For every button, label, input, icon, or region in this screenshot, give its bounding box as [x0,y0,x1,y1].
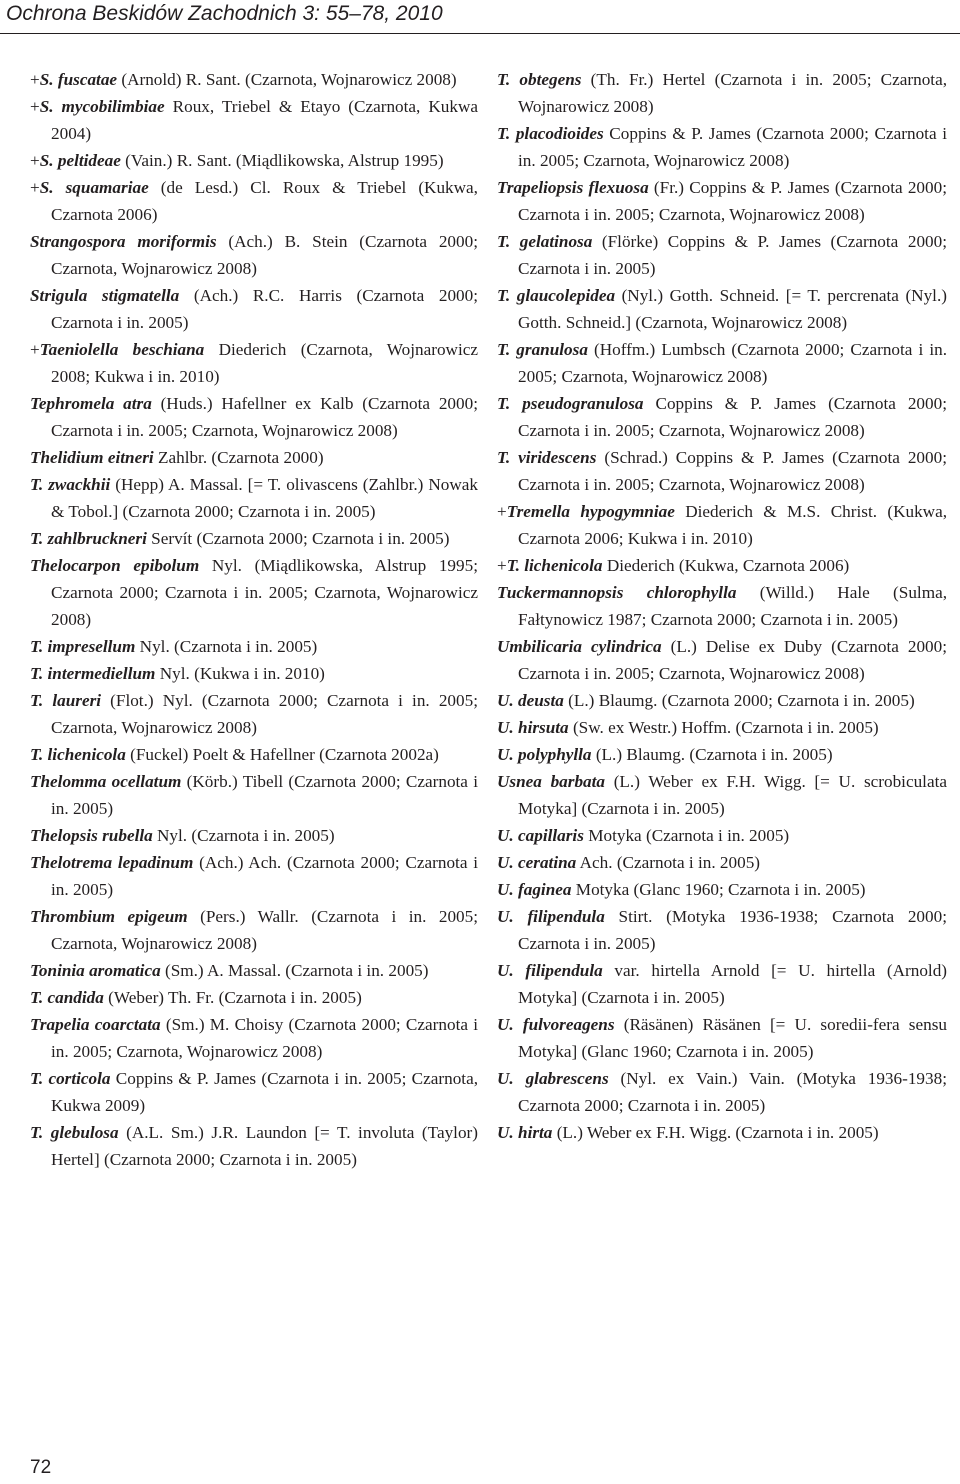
species-authority-and-sources: (Willd.) Hale (Sulma, Fałtynowicz 1987; Czarnota 2000; Czarnota i in. 2005) [518,583,947,629]
species-authority-and-sources: (Sw. ex Westr.) Hoffm. (Czarnota i in. 2005) [568,718,879,737]
species-name: Tephromela atra [30,394,152,413]
species-name: U. hirsuta [497,718,569,737]
species-name: T. corticola [30,1069,111,1088]
species-authority-and-sources: Stirt. (Motyka 1936-1938; Czarnota 2000; Czarnota i in. 2005) [518,907,947,953]
species-name: Thelopsis rubella [30,826,153,845]
species-entry [30,525,478,552]
species-authority-and-sources: Zahlbr. (Czarnota 2000) [153,448,324,467]
species-authority-and-sources: Diederich (Czarnota, Wojnarowicz 2008; Kukwa i in. 2010) [51,340,478,386]
species-authority-and-sources: (L.) Blaumg. (Czarnota 2000; Czarnota i in. 2005) [563,691,915,710]
species-entry [497,741,947,768]
species-name: Toninia aromatica [30,961,161,980]
species-entry [30,471,478,525]
species-name: U. ceratina [497,853,577,872]
species-name: T. zwackhii [30,475,111,494]
species-entry [30,822,478,849]
species-name: T. zahlbruckneri [30,529,147,548]
species-authority-and-sources: Coppins & P. James (Czarnota 2000; Czarnota i in. 2005; Czarnota, Wojnarowicz 2008) [518,394,947,440]
species-entry [30,660,478,687]
species-authority-and-sources: (Ach.) B. Stein (Czarnota 2000; Czarnota, Wojnarowicz 2008) [51,232,478,278]
right-column [497,66,947,1146]
species-name: T. lichenicola [30,745,126,764]
species-entry [30,228,478,282]
species-entry [497,849,947,876]
species-entry [497,174,947,228]
species-name: Thelidium eitneri [30,448,154,467]
species-name: T. pseudogranulosa [497,394,644,413]
species-entry [30,1119,478,1173]
species-authority-and-sources: (Huds.) Hafellner ex Kalb (Czarnota 2000; Czarnota i in. 2005; Czarnota, Wojnarowicz 2008) [51,394,478,440]
journal-citation: Ochrona Beskidów Zachodnich 3: 55–78, 2010 [6,2,443,25]
species-name: Usnea barbata [497,772,606,791]
lichenicolous-marker: + [497,502,507,521]
species-entry [497,498,947,552]
species-entry [30,282,478,336]
species-authority-and-sources: var. hirtella Arnold [= U. hirtella (Arnold) Motyka] (Czarnota i in. 2005) [518,961,948,1007]
species-entry [497,390,947,444]
species-entry [497,336,947,390]
species-authority-and-sources: Nyl. (Czarnota i in. 2005) [152,826,335,845]
page-number: 72 [30,1457,52,1478]
species-entry [497,957,947,1011]
species-name: T. lichenicola [506,556,603,575]
species-name: T. glebulosa [30,1123,119,1142]
species-authority-and-sources: (Räsänen) Räsänen [= U. soredii-fera sensu Motyka] (Glanc 1960; Czarnota i in. 2005) [518,1015,947,1061]
species-name: T. laureri [30,691,102,710]
species-name: Thelocarpon epibolum [30,556,200,575]
species-name: S. squamariae [39,178,149,197]
species-name: U. capillaris [497,826,584,845]
running-header [0,0,960,36]
species-entry [497,687,947,714]
species-authority-and-sources: (Nyl. ex Vain.) Vain. (Motyka 1936-1938; Czarnota 2000; Czarnota i in. 2005) [518,1069,947,1115]
species-name: Tremella hypogymniae [506,502,675,521]
species-name: U. hirta [497,1123,553,1142]
species-authority-and-sources: Motyka (Czarnota i in. 2005) [583,826,790,845]
species-name: S. mycobilimbiae [39,97,165,116]
species-entry [30,1065,478,1119]
species-name: Tuckermannopsis chlorophylla [497,583,737,602]
species-entry [497,66,947,120]
species-entry [30,903,478,957]
species-authority-and-sources: (Weber) Th. Fr. (Czarnota i in. 2005) [103,988,362,1007]
species-entry [30,984,478,1011]
species-authority-and-sources: (Pers.) Wallr. (Czarnota i in. 2005; Czarnota, Wojnarowicz 2008) [51,907,478,953]
species-authority-and-sources: (Hoffm.) Lumbsch (Czarnota 2000; Czarnota i in. 2005; Czarnota, Wojnarowicz 2008) [518,340,947,386]
species-entry [497,1065,947,1119]
species-authority-and-sources: (Ach.) R.C. Harris (Czarnota 2000; Czarnota i in. 2005) [51,286,478,332]
species-authority-and-sources: (Th. Fr.) Hertel (Czarnota i in. 2005; Czarnota, Wojnarowicz 2008) [518,70,947,116]
species-name: T. viridescens [497,448,597,467]
species-authority-and-sources: (L.) Weber ex F.H. Wigg. (Czarnota i in. 2005) [552,1123,879,1142]
lichenicolous-marker: + [30,70,40,89]
species-authority-and-sources: Nyl. (Czarnota i in. 2005) [135,637,318,656]
species-authority-and-sources: (Flörke) Coppins & P. James (Czarnota 2000; Czarnota i in. 2005) [518,232,948,278]
species-entry [497,822,947,849]
species-authority-and-sources: (Arnold) R. Sant. (Czarnota, Wojnarowicz 2008) [117,70,457,89]
species-entry [30,1011,478,1065]
species-entry [30,66,478,93]
species-authority-and-sources: (Sm.) M. Choisy (Czarnota 2000; Czarnota i in. 2005; Czarnota, Wojnarowicz 2008) [51,1015,478,1061]
species-name: U. filipendula [497,961,603,980]
species-entry [497,579,947,633]
species-authority-and-sources: Roux, Triebel & Etayo (Czarnota, Kukwa 2004) [51,97,478,143]
species-name: T. intermediellum [30,664,156,683]
species-authority-and-sources: (Fuckel) Poelt & Hafellner (Czarnota 2002a) [125,745,439,764]
species-authority-and-sources: Servít (Czarnota 2000; Czarnota i in. 2005) [146,529,450,548]
species-authority-and-sources: (Körb.) Tibell (Czarnota 2000; Czarnota i in. 2005) [51,772,478,818]
species-entry [30,849,478,903]
species-name: Taeniolella beschiana [39,340,205,359]
species-entry [497,903,947,957]
species-name: Strigula stigmatella [30,286,180,305]
species-authority-and-sources: (Flot.) Nyl. (Czarnota 2000; Czarnota i in. 2005; Czarnota, Wojnarowicz 2008) [51,691,478,737]
species-name: U. filipendula [497,907,605,926]
species-entry [30,336,478,390]
species-entry [497,120,947,174]
species-authority-and-sources: Nyl. (Miądlikowska, Alstrup 1995; Czarnota 2000; Czarnota i in. 2005; Czarnota, Wojnarowicz 2008) [51,556,478,629]
species-entry [30,768,478,822]
species-name: T. obtegens [497,70,582,89]
species-name: U. deusta [497,691,564,710]
species-name: Thelomma ocellatum [30,772,182,791]
lichenicolous-marker: + [30,151,40,170]
species-entry [497,552,947,579]
species-name: Thelotrema lepadinum [30,853,194,872]
species-authority-and-sources: (L.) Blaumg. (Czarnota i in. 2005) [591,745,833,764]
species-authority-and-sources: (Schrad.) Coppins & P. James (Czarnota 2000; Czarnota i in. 2005; Czarnota, Wojnarowicz 2008) [518,448,947,494]
species-entry [30,633,478,660]
lichenicolous-marker: + [30,97,40,116]
species-authority-and-sources: (L.) Weber ex F.H. Wigg. [= U. scrobiculata Motyka] (Czarnota i in. 2005) [518,772,947,818]
species-entry [30,741,478,768]
species-authority-and-sources: (Ach.) Ach. (Czarnota 2000; Czarnota i in. 2005) [51,853,478,899]
species-entry [497,1119,947,1146]
species-authority-and-sources: (Fr.) Coppins & P. James (Czarnota 2000; Czarnota i in. 2005; Czarnota, Wojnarowicz 2008) [518,178,947,224]
lichenicolous-marker: + [497,556,507,575]
species-name: T. granulosa [497,340,588,359]
species-authority-and-sources: Ach. (Czarnota i in. 2005) [576,853,761,872]
species-name: U. faginea [497,880,572,899]
species-name: Trapeliopsis flexuosa [497,178,649,197]
species-entry [30,390,478,444]
left-column [30,66,478,1173]
species-authority-and-sources: (A.L. Sm.) J.R. Laundon [= T. involuta (Taylor) Hertel] (Czarnota 2000; Czarnota i in. 2005) [51,1123,478,1169]
species-entry [497,876,947,903]
species-name: S. fuscatae [39,70,118,89]
species-name: U. fulvoreagens [497,1015,615,1034]
species-authority-and-sources: Diederich & M.S. Christ. (Kukwa, Czarnota 2006; Kukwa i in. 2010) [518,502,948,548]
species-name: S. peltideae [39,151,121,170]
species-entry [497,1011,947,1065]
species-authority-and-sources: Motyka (Glanc 1960; Czarnota i in. 2005) [571,880,866,899]
species-authority-and-sources: (Sm.) A. Massal. (Czarnota i in. 2005) [160,961,429,980]
species-name: Umbilicaria cylindrica [497,637,662,656]
species-authority-and-sources: (Hepp) A. Massal. [= T. olivascens (Zahlbr.) Nowak & Tobol.] (Czarnota 2000; Czarnota i in. 2005) [51,475,478,521]
header-rule [0,33,960,34]
species-entry [497,282,947,336]
species-authority-and-sources: (Nyl.) Gotth. Schneid. [= T. percrenata (Nyl.) Gotth. Schneid.] (Czarnota, Wojnarowicz 2008) [518,286,947,332]
species-name: U. polyphylla [497,745,592,764]
lichenicolous-marker: + [30,178,40,197]
species-name: T. impresellum [30,637,136,656]
species-name: T. candida [30,988,104,1007]
species-entry [30,174,478,228]
species-entry [30,444,478,471]
species-entry [497,714,947,741]
species-authority-and-sources: (de Lesd.) Cl. Roux & Triebel (Kukwa, Czarnota 2006) [51,178,478,224]
lichenicolous-marker: + [30,340,40,359]
species-name: T. gelatinosa [497,232,593,251]
species-name: U. glabrescens [497,1069,609,1088]
species-authority-and-sources: Coppins & P. James (Czarnota 2000; Czarnota i in. 2005; Czarnota, Wojnarowicz 2008) [518,124,947,170]
species-authority-and-sources: Diederich (Kukwa, Czarnota 2006) [602,556,850,575]
species-name: Strangospora moriformis [30,232,217,251]
species-entry [30,957,478,984]
species-name: T. placodioides [497,124,604,143]
species-authority-and-sources: Coppins & P. James (Czarnota i in. 2005; Czarnota, Kukwa 2009) [51,1069,478,1115]
species-name: Trapelia coarctata [30,1015,161,1034]
species-authority-and-sources: Nyl. (Kukwa i in. 2010) [155,664,325,683]
species-authority-and-sources: (L.) Delise ex Duby (Czarnota 2000; Czarnota i in. 2005; Czarnota, Wojnarowicz 2008) [518,637,947,683]
species-name: T. glaucolepidea [497,286,616,305]
species-entry [497,633,947,687]
species-entry [30,93,478,147]
species-entry [497,444,947,498]
species-entry [497,228,947,282]
species-entry [30,147,478,174]
species-authority-and-sources: (Vain.) R. Sant. (Miądlikowska, Alstrup 1995) [120,151,444,170]
species-name: Thrombium epigeum [30,907,188,926]
species-entry [30,552,478,633]
species-entry [30,687,478,741]
species-entry [497,768,947,822]
